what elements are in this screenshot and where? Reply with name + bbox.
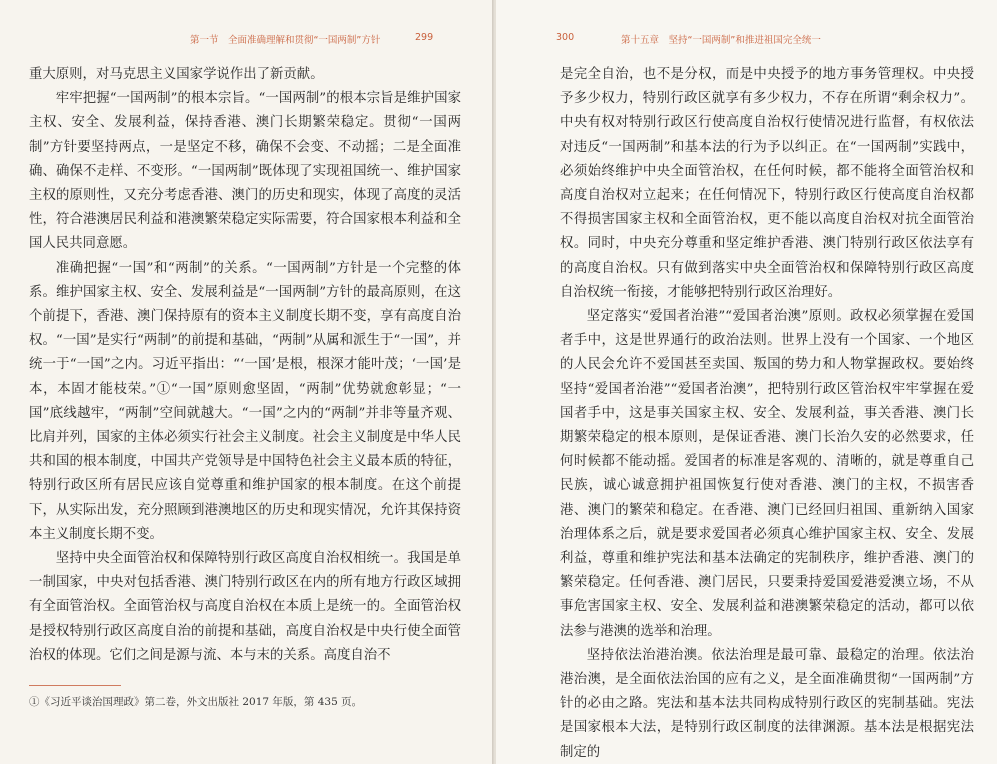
left-body-text [29, 63, 461, 668]
left-page-number: 299 [415, 32, 434, 43]
paragraph: 坚定落实“爱国者治港”“爱国者治澳”原则。政权必须掌握在爱国者手中，这是世界通行的政治法则。世界上没有一个国家、一个地区的人民会允许不爱国甚至卖国、叛国的势力和人物掌握政权。要始终坚持“爱国者治港”“爱国者治澳”，把特别行政区管治权牢牢掌握在爱国者手中，这是事关国家主权、安全、发展利益，事关香港、澳门长期繁荣稳定的根本原则，是保证香港、澳门长治久安的必然要求，任何时候都不能动摇。爱国者的标准是客观的、清晰的，就是尊重自己民族，诚心诚意拥护祖国恢复行使对香港、澳门的主权，不损害香港、澳门的繁荣和稳定。在香港、澳门已经回归祖国、重新纳入国家治理体系之后，就是要求爱国者必须真心维护国家主权、安全、发展利益，尊重和维护宪法和基本法确定的宪制秩序，维护香港、澳门的繁荣稳定。任何香港、澳门居民，只要秉持爱国爱港爱澳立场，不从事危害国家主权、安全、发展利益和港澳繁荣稳定的活动，都可以依法参与港澳的选举和治理。 [560, 309, 974, 639]
left-page [0, 0, 494, 764]
paragraph: 重大原则，对马克思主义国家学说作出了新贡献。 [29, 67, 324, 82]
left-running-header: 第一节 全面准确理解和贯彻“一国两制”方针 [190, 35, 381, 46]
paragraph: 牢牢把握“一国两制”的根本宗旨。“一国两制”的根本宗旨是维护国家主权、安全、发展利益，保持香港、澳门长期繁荣稳定。贯彻“一国两制”方针要坚持两点，一是坚定不移，确保不会变、不动摇；二是全面准确、确保不走样、不变形。“一国两制”既体现了实现祖国统一、维护国家主权的原则性，又充分考虑香港、澳门的历史和现实，体现了高度的灵活性，符合港澳居民利益和港澳繁荣稳定实际需要，符合国家根本利益和全国人民共同意愿。 [29, 91, 461, 252]
paragraph: 坚持中央全面管治权和保障特别行政区高度自治权相统一。我国是单一制国家，中央对包括香港、澳门特别行政区在内的所有地方行政区域拥有全面管治权。全面管治权与高度自治权在本质上是统一的。全面管治权是授权特别行政区高度自治的前提和基础，高度自治权是中央行使全面管治权的体现。它们之间是源与流、本与末的关系。高度自治不 [29, 551, 461, 663]
right-body-text [560, 63, 974, 764]
paragraph: 是完全自治，也不是分权，而是中央授予的地方事务管理权。中央授予多少权力，特别行政区就享有多少权力，不存在所谓“剩余权力”。中央有权对特别行政区行使高度自治权行使情况进行监督，有权依法对违反“一国两制”和基本法的行为予以纠正。在“一国两制”实践中，必须始终维护中央全面管治权，在任何时候，都不能将全面管治权和高度自治权对立起来；在任何情况下，特别行政区行使高度自治权都不得损害国家主权和全面管治权，更不能以高度自治权对抗全面管治权。同时，中央充分尊重和坚定维护香港、澳门特别行政区依法享有的高度自治权。只有做到落实中央全面管治权和保障特别行政区高度自治权统一衔接，才能够把特别行政区治理好。 [560, 67, 974, 300]
paragraph: 坚持依法治港治澳。依法治理是最可靠、最稳定的治理。依法治港治澳，是全面依法治国的应有之义，是全面准确贯彻“一国两制”方针的必由之路。宪法和基本法共同构成特别行政区的宪制基础。宪法是国家根本大法，是特别行政区制度的法律渊源。基本法是根据宪法制定的 [560, 647, 974, 760]
footnote: ①《习近平谈治国理政》第二卷，外文出版社 2017 年版，第 435 页。 [29, 696, 363, 708]
right-page [496, 0, 997, 764]
right-running-header: 第十五章 坚持“一国两制”和推进祖国完全统一 [621, 35, 821, 46]
right-page-number: 300 [556, 32, 575, 43]
footnote-divider [29, 685, 121, 686]
paragraph: 准确把握“一国”和“两制”的关系。“一国两制”方针是一个完整的体系。维护国家主权、安全、发展利益是“一国两制”方针的最高原则，在这个前提下，香港、澳门保持原有的资本主义制度长期不变，享有高度自治权。“一国”是实行“两制”的前提和基础，“两制”从属和派生于“一国”，并统一于“一国”之内。习近平指出：“‘一国’是根，根深才能叶茂；‘一国’是本，本固才能枝荣。”①“一国”原则愈坚固，“两制”优势就愈彰显；“一国”底线越牢，“两制”空间就越大。“一国”之内的“两制”并非等量齐观、比肩并列，国家的主体必须实行社会主义制度。社会主义制度是中华人民共和国的根本制度，中国共产党领导是中国特色社会主义最本质的特征，特别行政区所有居民应该自觉尊重和维护国家的根本制度。在这个前提下，从实际出发，充分照顾到港澳地区的历史和现实情况，允许其保持资本主义制度长期不变。 [29, 260, 461, 542]
